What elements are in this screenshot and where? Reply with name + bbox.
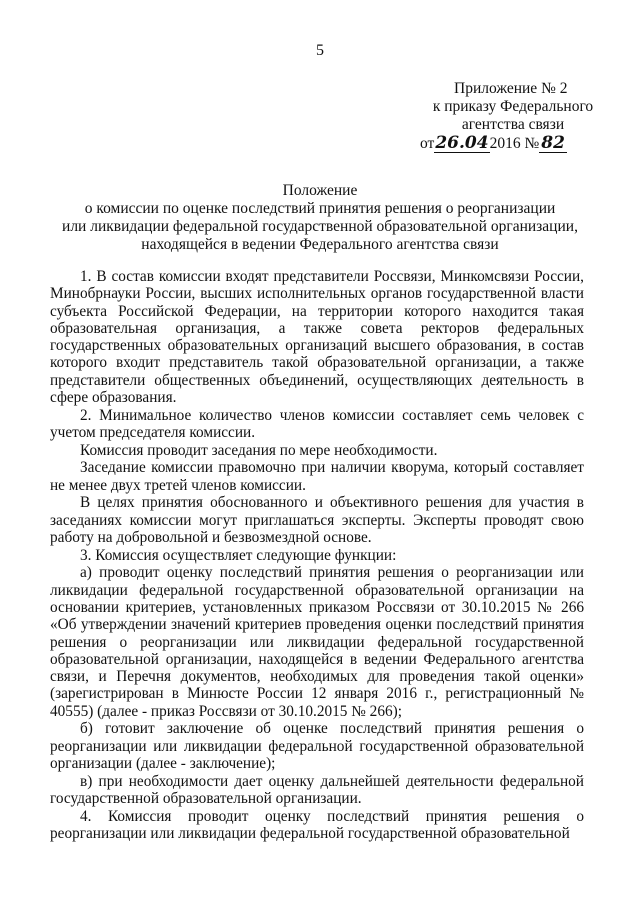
page-number: 5 [316,42,324,59]
title-line-2: о комиссии по оценке последствий принятия решения о реорганизации [84,200,556,217]
appendix-date-line [418,134,608,153]
paragraph-5: В целях принятия обоснованного и объективного решения для участия в заседаниях комиссии могут приглашаться эксперты. Эксперты проводят свою работу на добровольной и безвозмездной основе. [50,494,584,547]
appendix-header [418,80,608,153]
document-title [40,182,600,254]
paragraph-2: 2. Минимальное количество членов комиссии составляет семь человек с учетом председателя комиссии. [50,406,584,442]
title-line-3: или ликвидации федеральной государственной образовательной организации, [62,218,578,235]
appendix-title: Приложение № 2 [454,80,568,97]
paragraph-7: а) проводит оценку последствий принятия решения о реорганизации или ликвидации федеральной государственной образовательной организации на основании критериев, установленных приказом Россвязи от 30.10.2015 № 266 «Об утверждении значений критериев проведения оценки последствий принятия решения о реорганизации или ликвидации федеральной государственной образовательной организации, находящейся в ведении Федерального агентства связи, и Перечня документов, необходимых для проведения такой оценки» (зарегистрирован в Минюсте России 12 января 2016 г., регистрационный № 40555) (далее - приказ Россвязи от 30.10.2015 № 266); [50,564,584,720]
paragraph-6: 3. Комиссия осуществляет следующие функции: [80,546,397,564]
paragraph-8: б) готовит заключение об оценке последствий принятия решения о реорганизации или ликвидации федеральной государственной образовательной организации (далее - заключение); [50,720,584,773]
handwritten-date: 26.04 [435,133,489,153]
document-body [50,268,584,843]
title-line-4: находящейся в ведении Федерального агентства связи [141,236,499,253]
year-number-label: 2016 № [489,135,540,152]
handwritten-number: 82 [541,133,565,153]
paragraph-10: 4. Комиссия проводит оценку последствий принятия решения о реорганизации или ликвидации федеральной государственной образовательной [50,807,584,843]
appendix-agency-line: агентства связи [461,116,565,133]
paragraph-9: в) при необходимости дает оценку дальнейшей деятельности федеральной государственной образовательной организации. [50,772,584,808]
paragraph-3: Комиссия проводит заседания по мере необходимости. [80,441,438,459]
date-prefix: от [420,135,435,152]
appendix-order-line: к приказу Федерального [432,98,594,115]
paragraph-4: Заседание комиссии правомочно при наличии кворума, который составляет не менее двух третей членов комиссии. [50,459,584,494]
title-line-1: Положение [282,182,358,199]
paragraph-1: 1. В состав комиссии входят представители Россвязи, Минкомсвязи России, Минобрнауки России, высших исполнительных органов государственной власти субъекта Российской Федерации, на территории которого находится такая образовательная организация, а также совета ректоров федеральных государственных образовательных организаций высшего образования, в состав которого входит представитель такой образовательной организации, а также представители общественных объединений, осуществляющих деятельность в сфере образования. [50,268,584,407]
